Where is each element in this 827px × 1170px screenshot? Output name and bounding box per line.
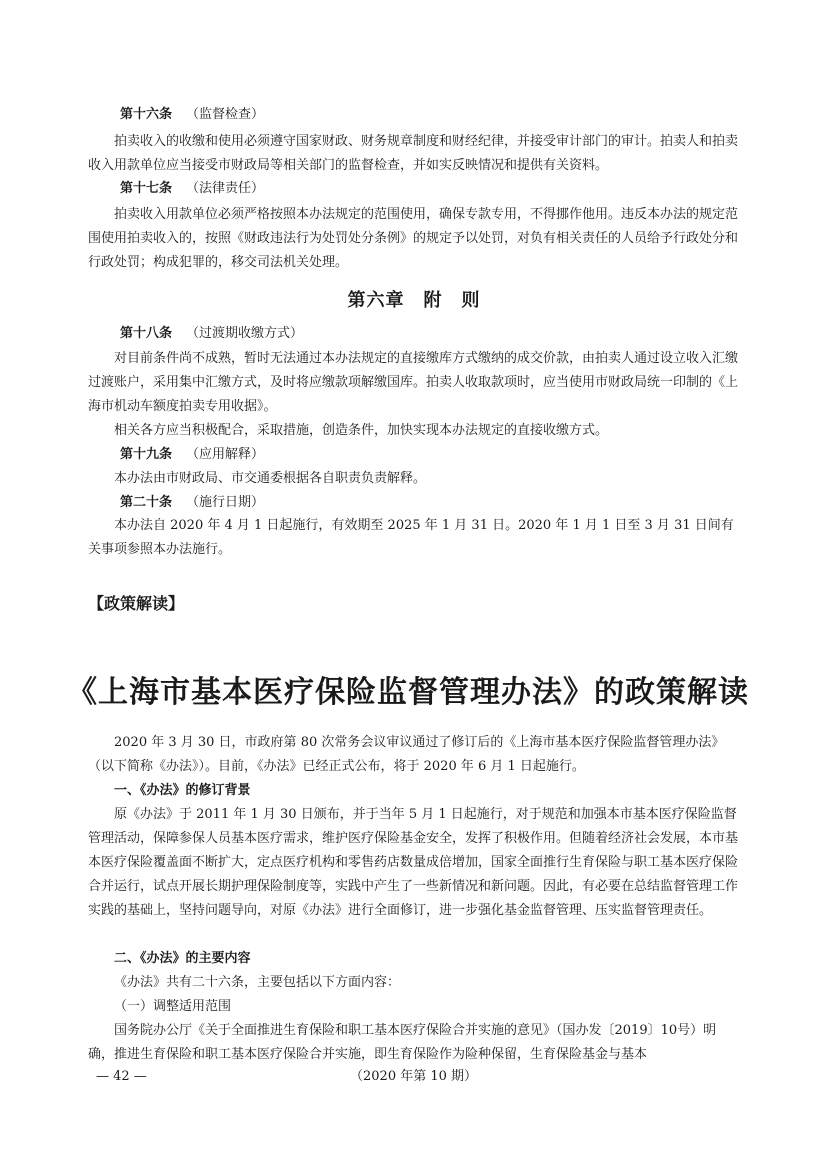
article-16-title: 第十六条 <box>120 107 173 122</box>
article-20-heading <box>120 491 264 515</box>
article-16-subtitle: （监督检查） <box>186 107 265 122</box>
section-1-text: 原《办法》于 2011 年 1 月 30 日颁布，并于当年 5 月 1 日起施行，对于规范和加强本市基本医疗保险监督管理活动，保障参保人员基本医疗需求，维护医疗保险基金安全，发挥了积极作用。但随着经济社会发展，本市基本医疗保险覆盖面不断扩大，定点医疗机构和零售药店数量成倍增加，国家全面推行生育保险与职工基本医疗保险合并运行，试点开展长期护理保险制度等，实践中产生了一些新情况和新问题。因此，有必要在总结监督管理工作实践的基础上，坚持问题导向，对原《办法》进行全面修订，进一步强化基金监督管理、压实监督管理责任。 <box>88 807 739 918</box>
article-16-heading <box>120 103 264 127</box>
interpretation-intro: 2020 年 3 月 30 日，市政府第 80 次常务会议审议通过了修订后的《上海市基本医疗保险监督管理办法》（以下简称《办法》）。目前，《办法》已经正式公布，将于 2020 年 6 月 1 日起施行。 <box>88 735 725 774</box>
article-17-text: 拍卖收入用款单位必须严格按照本办法规定的范围使用，确保专款专用，不得挪作他用。违反本办法的规定范围使用拍卖收入的，按照《财政违法行为处罚处分条例》的规定予以处罚，对负有相关责任的人员给予行政处分和行政处罚；构成犯罪的，移交司法机关处理。 <box>88 207 739 270</box>
article-19-heading <box>120 443 264 467</box>
policy-interpretation-tag: 【政策解读】 <box>88 594 185 613</box>
article-19-title: 第十九条 <box>120 447 173 462</box>
article-19-subtitle: （应用解释） <box>186 447 265 462</box>
article-20-subtitle: （施行日期） <box>186 495 265 510</box>
article-17-title: 第十七条 <box>120 181 173 196</box>
issue-label: （2020 年第 10 期） <box>350 1069 478 1084</box>
article-17-subtitle: （法律责任） <box>186 181 265 196</box>
section-1-title: 一、《办法》的修订背景 <box>114 783 251 798</box>
article-20-text: 本办法自 2020 年 4 月 1 日起施行，有效期至 2025 年 1 月 31 日。2020 年 1 月 1 日至 3 月 31 日间有关事项参照本办法施行。 <box>88 518 734 557</box>
article-18-subtitle: （过渡期收缴方式） <box>186 326 304 341</box>
section-2-text: 《办法》共有二十六条，主要包括以下方面内容： <box>114 975 401 990</box>
article-19-text: 本办法由市财政局、市交通委根据各自职责负责解释。 <box>114 471 427 486</box>
page-number: — 42 — <box>96 1069 147 1084</box>
article-18-text-1: 对目前条件尚不成熟，暂时无法通过本办法规定的直接缴库方式缴纳的成交价款，由拍卖人通过设立收入汇缴过渡账户，采用集中汇缴方式，及时将应缴款项解缴国库。拍卖人收取款项时，应当使用市财政局统一印制的《上海市机动车额度拍卖专用收据》。 <box>88 351 739 414</box>
chapter-6-heading: 第六章 附 则 <box>347 290 481 311</box>
article-16-text: 拍卖收入的收缴和使用必须遵守国家财政、财务规章制度和财经纪律，并接受审计部门的审计。拍卖人和拍卖收入用款单位应当接受市财政局等相关部门的监督检查，并如实反映情况和提供有关资料。 <box>88 134 739 173</box>
subsection-1-text: 国务院办公厅《关于全面推进生育保险和职工基本医疗保险合并实施的意见》（国办发〔2019〕10号）明确，推进生育保险和职工基本医疗保险合并实施，即生育保险作为险种保留，生育保险基金与基本 <box>88 1023 717 1062</box>
interpretation-title: 《上海市基本医疗保险监督管理办法》的政策解读 <box>67 675 749 710</box>
subsection-1-title: （一）调整适用范围 <box>114 999 232 1014</box>
article-20-title: 第二十条 <box>120 495 173 510</box>
article-17-heading <box>120 177 264 201</box>
article-18-heading <box>120 322 303 346</box>
article-18-title: 第十八条 <box>120 326 173 341</box>
article-18-text-2: 相关各方应当积极配合，采取措施，创造条件，加快实现本办法规定的直接收缴方式。 <box>114 423 609 438</box>
section-2-title: 二、《办法》的主要内容 <box>114 951 251 966</box>
